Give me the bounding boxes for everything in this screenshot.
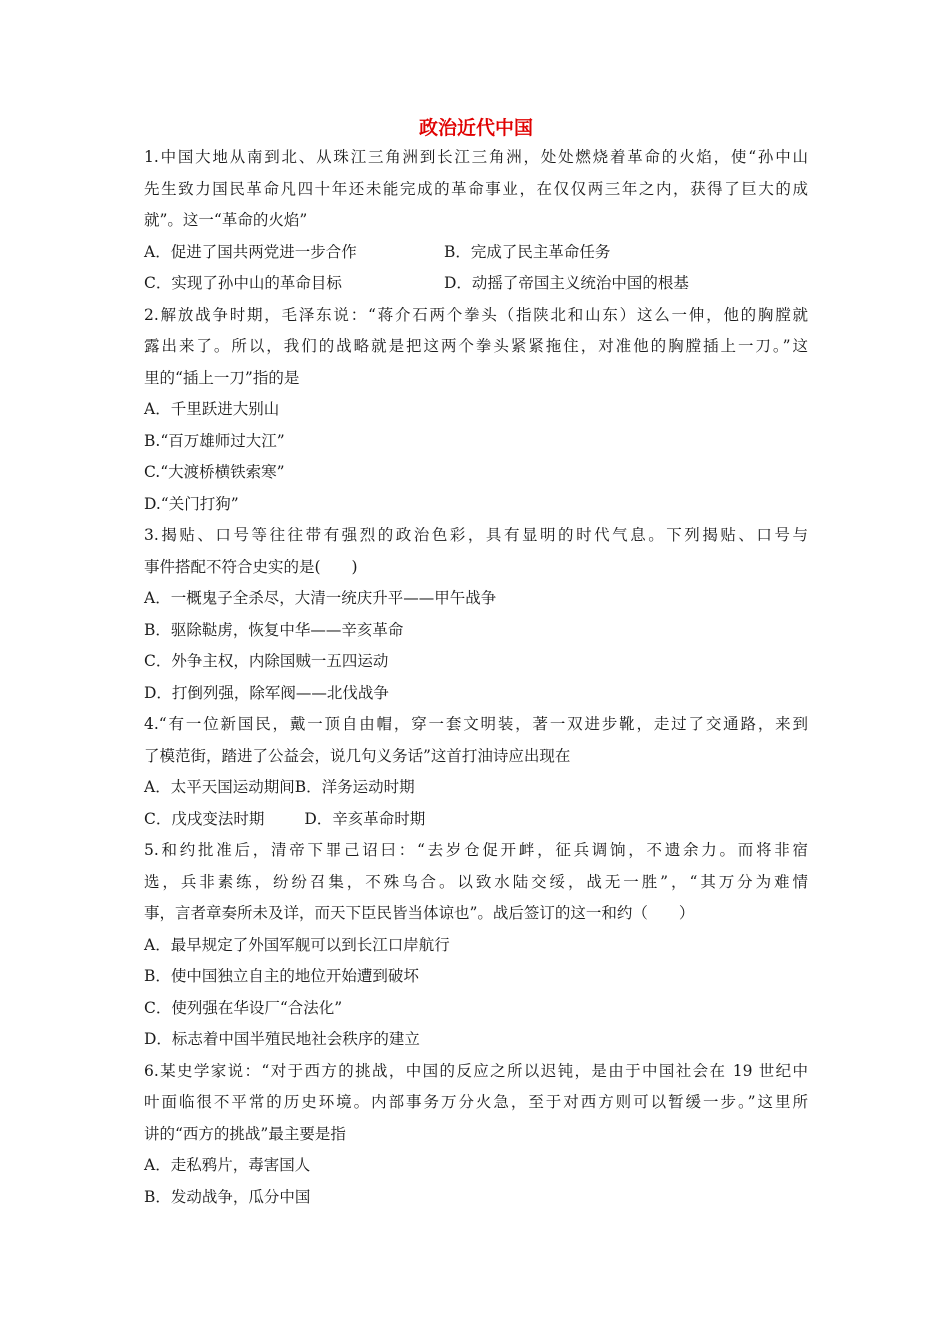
question-6 xyxy=(144,1056,808,1214)
option-b: B．发动战争，瓜分中国 xyxy=(144,1187,311,1206)
option-a: A．最早规定了外国军舰可以到长江口岸航行 xyxy=(144,935,450,954)
question-stem-line: 6.某史学家说：“对于西方的挑战，中国的反应之所以迟钝，是由于中国社会在 19 世纪中 xyxy=(144,1061,808,1080)
question-stem-line: 事，言者章奏所未及详，而天下臣民皆当体谅也”。战后签订的这一和约（ ） xyxy=(144,904,695,922)
option-b: B．驱除鞑虏，恢复中华——辛亥革命 xyxy=(144,620,404,639)
question-stem-line: 选，兵非素练，纷纷召集，不殊乌合。以致水陆交绥，战无一胜”，“其万分为难情 xyxy=(144,872,808,891)
option-b: B．完成了民主革命任务 xyxy=(444,242,611,261)
question-stem-line: 就”。这一“革命的火焰” xyxy=(144,211,308,229)
question-5 xyxy=(144,835,808,1056)
option-d: D．辛亥革命时期 xyxy=(304,809,426,828)
option-d: D．打倒列强，除军阀——北伐战争 xyxy=(144,683,389,702)
question-stem-line: 1.中国大地从南到北、从珠江三角洲到长江三角洲，处处燃烧着革命的火焰，使“孙中山 xyxy=(144,148,808,166)
question-stem-line: 讲的“西方的挑战”最主要是指 xyxy=(144,1124,346,1143)
option-a: A．太平天国运动期间 xyxy=(144,778,295,796)
option-c: C．外争主权，内除国贼一五四运动 xyxy=(144,652,389,670)
option-a: A．一概鬼子全杀尽，大清一统庆升平——甲午战争 xyxy=(144,589,497,607)
question-stem-line: 5.和约批准后，清帝下罪己诏曰：“去岁仓促开衅，征兵调饷，不遗余力。而将非宿 xyxy=(144,841,808,859)
option-c: C．戊戌变法时期 xyxy=(144,809,265,828)
option-c: C．使列强在华设厂“合法化” xyxy=(144,998,343,1017)
option-row xyxy=(144,804,808,836)
option-b: B.“百万雄师过大江” xyxy=(144,431,285,450)
question-stem-line: 事件搭配不符合史实的是( ) xyxy=(144,557,358,576)
option-row xyxy=(144,268,808,300)
option-row xyxy=(144,772,808,804)
option-a: A．走私鸦片，毒害国人 xyxy=(144,1156,311,1174)
document-title: 政治近代中国 xyxy=(418,117,533,139)
option-d: D.“关门打狗” xyxy=(144,494,239,513)
option-d: D．标志着中国半殖民地社会秩序的建立 xyxy=(144,1030,420,1048)
question-2 xyxy=(144,300,808,521)
question-stem-line: 3.揭贴、口号等往往带有强烈的政治色彩，具有显明的时代气息。下列揭贴、口号与 xyxy=(144,526,808,544)
option-d: D．动摇了帝国主义统治中国的根基 xyxy=(444,274,689,292)
option-c: C．实现了孙中山的革命目标 xyxy=(144,274,342,292)
question-stem-line: 里的“插上一刀”指的是 xyxy=(144,368,300,387)
question-stem-line: 了模范街，踏进了公益会，说几句义务话”这首打油诗应出现在 xyxy=(144,746,571,765)
document-page xyxy=(144,114,808,1213)
question-1 xyxy=(144,142,808,300)
option-b: B．使中国独立自主的地位开始遭到破坏 xyxy=(144,967,419,985)
question-stem-line: 2.解放战争时期，毛泽东说：“蒋介石两个拳头（指陕北和山东）这么一伸，他的胸膛就 xyxy=(144,305,808,324)
question-stem-line: 露出来了。所以，我们的战略就是把这两个拳头紧紧拖住，对准他的胸膛插上一刀。”这 xyxy=(144,337,808,355)
question-stem-line: 4.“有一位新国民，戴一顶自由帽，穿一套文明装，著一双进步靴，走过了交通路，来到 xyxy=(144,715,808,733)
option-row xyxy=(144,237,808,269)
question-stem-line: 先生致力国民革命凡四十年还未能完成的革命事业，在仅仅两三年之内，获得了巨大的成 xyxy=(144,179,808,198)
question-stem-line: 叶面临很不平常的历史环境。内部事务万分火急，至于对西方则可以暂缓一步。”这里所 xyxy=(144,1093,808,1111)
option-a: A．千里跃进大别山 xyxy=(144,400,280,418)
option-a: A．促进了国共两党进一步合作 xyxy=(144,242,357,261)
question-3 xyxy=(144,520,808,709)
option-b: B．洋务运动时期 xyxy=(294,778,415,796)
option-c: C.“大渡桥横铁索寒” xyxy=(144,463,285,481)
question-4 xyxy=(144,709,808,835)
